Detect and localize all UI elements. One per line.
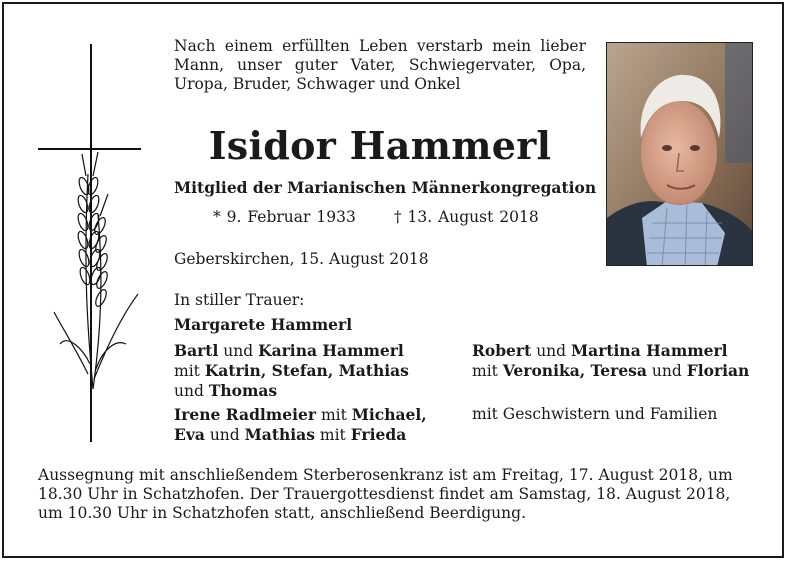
family-bartl: Bartl und Karina Hammerl mit Katrin, Stefan, Mathias und Thomas bbox=[174, 341, 409, 400]
birth-date: * 9. Februar 1933 bbox=[213, 208, 356, 226]
widow-name: Margarete Hammerl bbox=[174, 315, 353, 334]
place-and-date: Geberskirchen, 15. August 2018 bbox=[174, 250, 429, 268]
life-dates bbox=[213, 208, 539, 226]
deceased-name: Isidor Hammerl bbox=[208, 123, 552, 168]
siblings-line: mit Geschwistern und Familien bbox=[472, 405, 718, 423]
family-robert: Robert und Martina Hammerl mit Veronika, Teresa und Florian bbox=[472, 341, 750, 380]
service-information: Aussegnung mit anschließendem Sterberosenkranz ist am Freitag, 17. August 2018, um 18.30 Uhr in Schatzhofen. Der Trauergottesdienst findet am Samstag, 18. August 2018, um 10.30 Uhr in Schatzhofen statt, anschließend Beerdigung. bbox=[38, 466, 733, 522]
cross-with-wheat-icon bbox=[38, 44, 143, 448]
family-irene: Irene Radlmeier mit Michael, Eva und Mathias mit Frieda bbox=[174, 405, 427, 444]
intro-text: Nach einem erfüllten Leben verstarb mein lieber Mann, unser guter Vater, Schwiegervater, Opa, Uropa, Bruder, Schwager und Onkel bbox=[174, 37, 586, 93]
membership-line: Mitglied der Marianischen Männerkongregation bbox=[174, 178, 597, 197]
death-date: † 13. August 2018 bbox=[393, 208, 539, 226]
portrait-photo bbox=[606, 42, 753, 266]
mourning-label: In stiller Trauer: bbox=[174, 291, 305, 309]
